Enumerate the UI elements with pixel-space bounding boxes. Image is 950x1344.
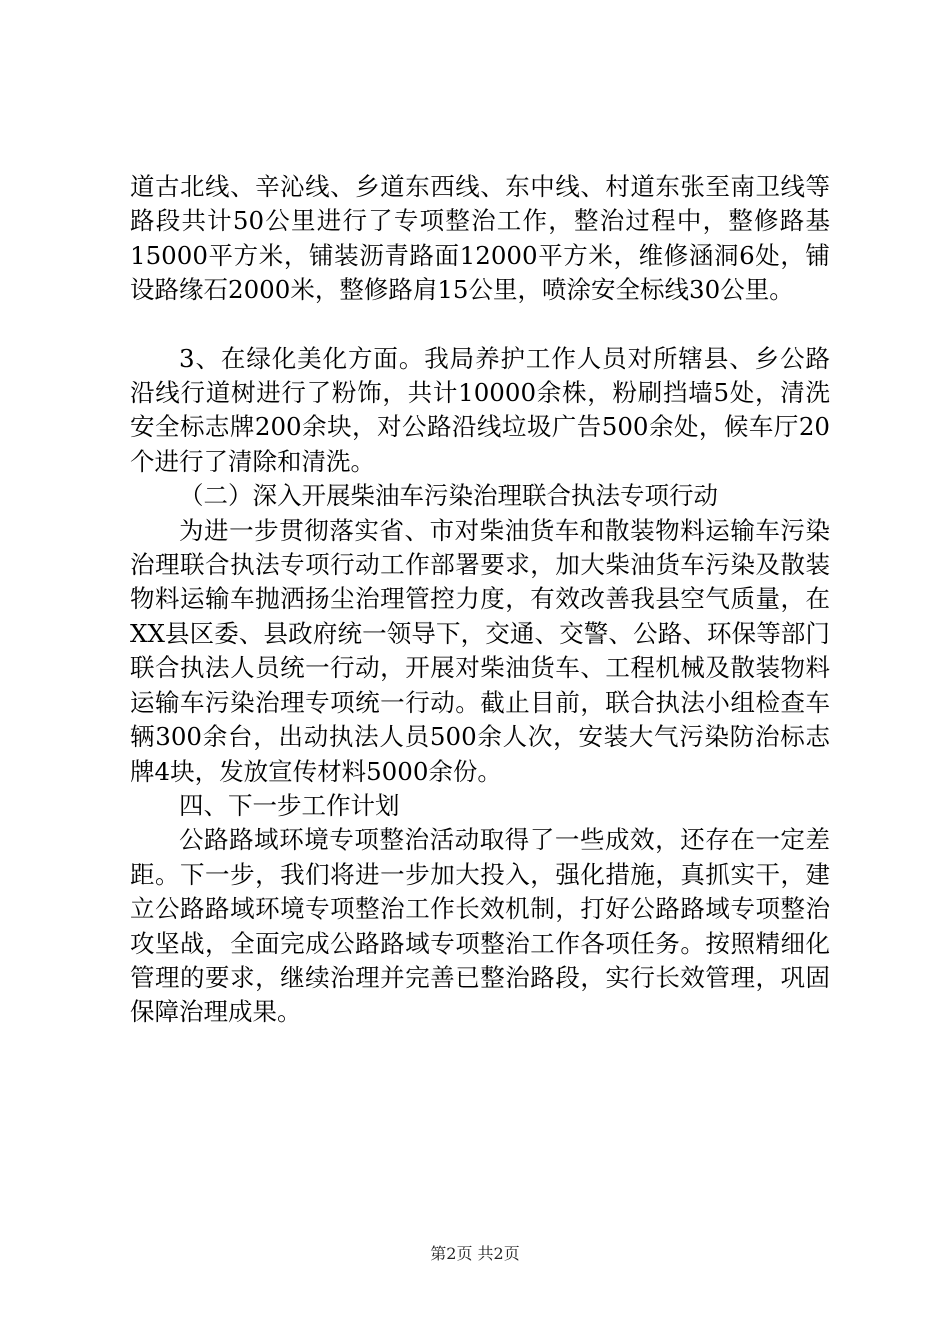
paragraph-greening: 3、在绿化美化方面。我局养护工作人员对所辖县、乡公路沿线行道树进行了粉饰，共计10000余株，粉刷挡墙5处，清洗安全标志牌200余块，对公路沿线垃圾广告500余处，候车厅20个进行了清除和清洗。: [130, 343, 830, 476]
paragraph-diesel-enforcement: 为进一步贯彻落实省、市对柴油货车和散装物料运输车污染治理联合执法专项行动工作部署要求，加大柴油货车污染及散装物料运输车抛洒扬尘治理管控力度，有效改善我县空气质量，在XX县区委、县政府统一领导下，交通、交警、公路、环保等部门联合执法人员统一行动，开展对柴油货车、工程机械及散装物料运输车污染治理专项统一行动。截止目前，联合执法小组检查车辆300余台，出动执法人员500余人次，安装大气污染防治标志牌4块，发放宣传材料5000余份。: [130, 515, 830, 786]
page-number-label: 第2页 共2页: [430, 1244, 520, 1263]
section-heading-next-steps: 四、下一步工作计划: [179, 790, 400, 820]
page-footer: [0, 1244, 950, 1264]
paragraph-road-repair-summary: 道古北线、辛沁线、乡道东西线、东中线、村道东张至南卫线等路段共计50公里进行了专项整治工作，整治过程中，整修路基15000平方米，铺装沥青路面12000平方米，维修涵洞6处，铺设路缘石2000米，整修路肩15公里，喷涂安全标线30公里。: [130, 172, 830, 305]
paragraph-next-steps: 公路路域环境专项整治活动取得了一些成效，还存在一定差距。下一步，我们将进一步加大投入，强化措施，真抓实干，建立公路路域环境专项整治工作长效机制，打好公路路域专项整治攻坚战，全面完成公路路域专项整治工作各项任务。按照精细化管理的要求，继续治理并完善已整治路段，实行长效管理，巩固保障治理成果。: [130, 825, 830, 1027]
document-body: [130, 170, 830, 1030]
section-heading-diesel-enforcement: （二）深入开展柴油车污染治理联合执法专项行动: [179, 481, 718, 511]
